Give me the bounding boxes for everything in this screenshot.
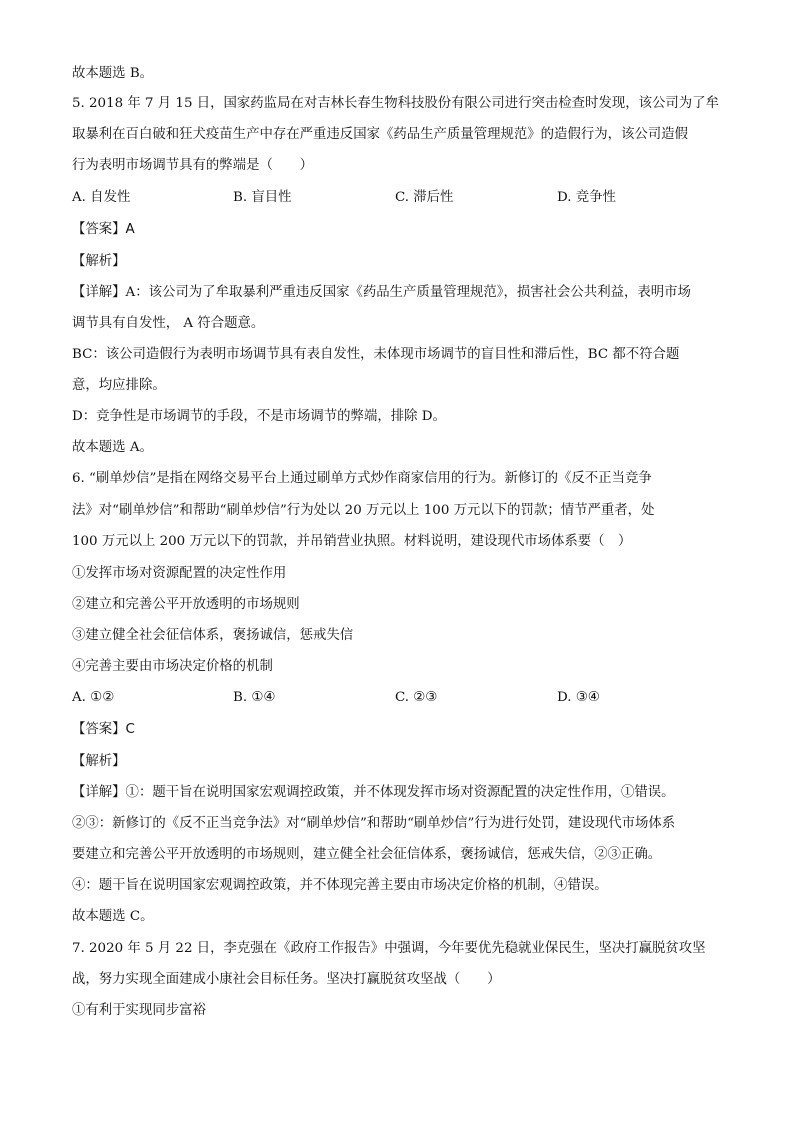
- q5-detail-line-3: BC：该公司造假行为表明市场调节具有表自发性，未体现市场调节的盲目性和滞后性，BC 都不符合题: [72, 347, 680, 362]
- q7-stem-line-1: 7. 2020 年 5 月 22 日，李克强在《政府工作报告》中强调，今年要优先稳就业保民生，坚决打赢脱贫攻坚: [72, 941, 706, 956]
- q6-option-c: C. ②③: [395, 690, 438, 705]
- previous-conclusion: 故本题选 B。: [72, 66, 154, 81]
- q6-option-b: B. ①④: [233, 690, 276, 705]
- q5-answer: 【答案】A: [72, 222, 135, 237]
- q5-detail-line-1: 【详解】A：该公司为了牟取暴利严重违反国家《药品生产质量管理规范》，损害社会公共利益，表明市场: [72, 285, 691, 300]
- q6-answer: 【答案】C: [72, 722, 135, 737]
- q6-option-a: A. ①②: [72, 690, 115, 705]
- q6-stem-line-3: 100 万元以上 200 万元以下的罚款，并吊销营业执照。材料说明，建设现代市场体系要（ ）: [72, 534, 632, 549]
- q5-detail-line-2: 调节具有自发性， A 符合题意。: [72, 316, 265, 331]
- q6-analysis-tag: 【解析】: [72, 754, 126, 769]
- q5-option-c: C. 滞后性: [395, 190, 454, 205]
- q5-detail-line-5: D：竞争性是市场调节的手段，不是市场调节的弊端，排除 D。: [72, 409, 446, 424]
- q5-stem-line-2: 取暴利在百白破和狂犬疫苗生产中存在严重违反国家《药品生产质量管理规范》的造假行为，该公司造假: [72, 127, 688, 142]
- q6-detail-line-3: 要建立和完善公平开放透明的市场规则，建立健全社会征信体系，褒扬诚信，惩戒失信，②③正确。: [72, 847, 662, 862]
- q6-detail-line-2: ②③：新修订的《反不正当竞争法》对“刷单炒信”和帮助“刷单炒信”行为进行处罚，建设现代市场体系: [72, 816, 676, 831]
- q5-stem-line-1: 5. 2018 年 7 月 15 日，国家药监局在对吉林长春生物科技股份有限公司进行突击检查时发现，该公司为了牟: [72, 96, 719, 111]
- q6-detail-line-1: 【详解】①：题干旨在说明国家宏观调控政策，并不体现发挥市场对资源配置的决定性作用，①错误。: [72, 785, 675, 800]
- q5-detail-line-4: 意，均应排除。: [72, 378, 166, 393]
- q6-stem-line-2: 法》对“刷单炒信”和帮助“刷单炒信”行为处以 20 万元以上 100 万元以下的罚款；情节严重者，处: [72, 503, 655, 518]
- q5-conclusion: 故本题选 A。: [72, 440, 153, 455]
- q6-item-3: ③建立健全社会征信体系，褒扬诚信，惩戒失信: [72, 628, 354, 643]
- q6-item-2: ②建立和完善公平开放透明的市场规则: [72, 597, 300, 612]
- q6-detail-line-4: ④：题干旨在说明国家宏观调控政策，并不体现完善主要由市场决定价格的机制，④错误。: [72, 878, 608, 893]
- q5-analysis-tag: 【解析】: [72, 254, 126, 269]
- q6-option-d: D. ③④: [557, 690, 600, 705]
- q6-options: [72, 688, 722, 708]
- q6-item-4: ④完善主要由市场决定价格的机制: [72, 659, 273, 674]
- q5-option-b: B. 盲目性: [233, 190, 292, 205]
- q7-stem-line-2: 战，努力实现全面建成小康社会目标任务。坚决打赢脱贫攻坚战（ ）: [72, 972, 501, 987]
- q6-item-1: ①发挥市场对资源配置的决定性作用: [72, 566, 287, 581]
- q5-stem-line-3: 行为表明市场调节具有的弊端是（ ）: [72, 158, 314, 173]
- q5-options: [72, 188, 722, 208]
- q6-stem-line-1: 6. “刷单炒信”是指在网络交易平台上通过刷单方式炒作商家信用的行为。新修订的《反不正当竞争: [72, 471, 652, 486]
- q5-option-d: D. 竞争性: [557, 190, 616, 205]
- q6-conclusion: 故本题选 C。: [72, 909, 154, 924]
- q5-option-a: A. 自发性: [72, 190, 131, 205]
- q7-item-1: ①有利于实现同步富裕: [72, 1003, 206, 1018]
